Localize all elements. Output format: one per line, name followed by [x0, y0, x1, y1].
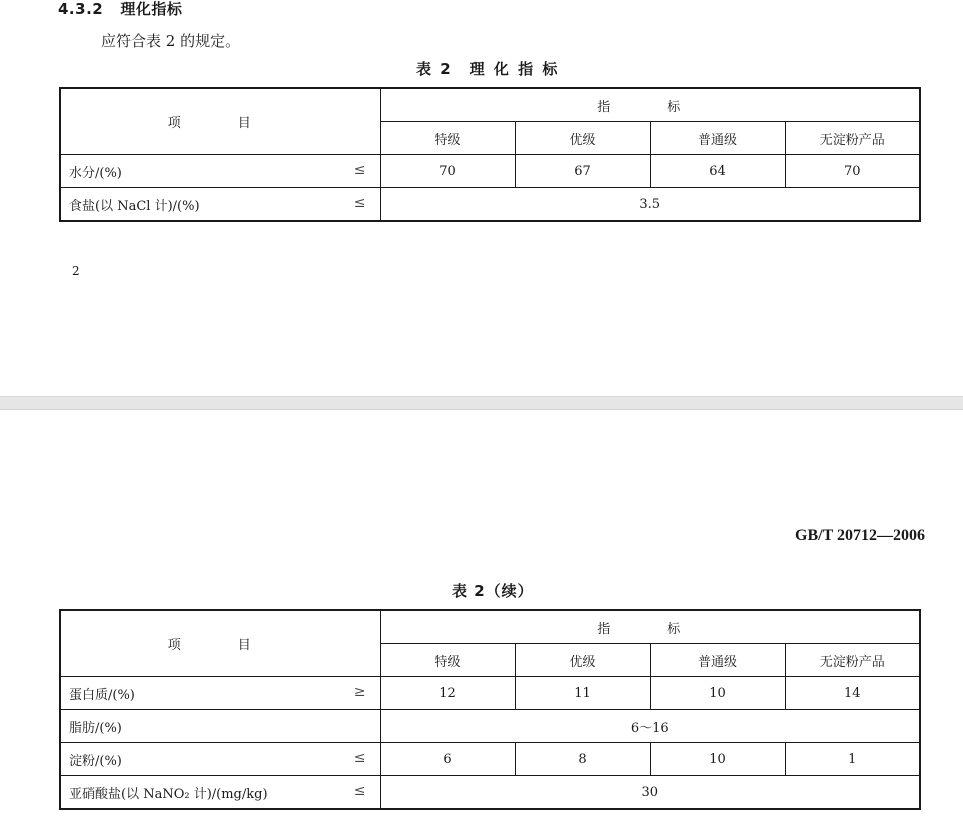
standard-code: GB/T 20712—2006	[795, 527, 925, 544]
table-header-row	[60, 610, 920, 644]
grade-header: 普通级	[650, 122, 785, 155]
table-row	[60, 677, 920, 710]
header-item-cell: 项 目	[60, 88, 380, 155]
value-cell: 6	[380, 743, 515, 776]
table-row	[60, 710, 920, 743]
value-cell: 70	[380, 155, 515, 188]
value-cell: 64	[650, 155, 785, 188]
comparison-symbol: ≥	[353, 683, 366, 700]
spec-table-1	[59, 87, 921, 222]
table-row	[60, 188, 920, 222]
value-cell: 12	[380, 677, 515, 710]
item-cell	[60, 677, 380, 710]
grade-header: 优级	[515, 122, 650, 155]
item-label: 亚硝酸盐(以 NaNO₂ 计)/(mg/kg)	[69, 786, 268, 802]
value-cell: 8	[515, 743, 650, 776]
grade-header: 特级	[380, 122, 515, 155]
merged-value-cell: 3.5	[380, 188, 920, 222]
page-number: 2	[72, 264, 80, 278]
item-label: 水分/(%)	[69, 165, 122, 181]
item-label: 脂肪/(%)	[69, 720, 122, 736]
table-caption: 表 2（续）	[452, 582, 534, 600]
item-cell	[60, 188, 380, 222]
grade-header: 特级	[380, 644, 515, 677]
item-cell	[60, 776, 380, 810]
item-label: 蛋白质/(%)	[69, 687, 135, 703]
value-cell: 10	[650, 677, 785, 710]
comparison-symbol: ≤	[353, 194, 366, 211]
clause-body: 应符合表 2 的规定。	[101, 32, 241, 50]
table-header-row	[60, 88, 920, 122]
value-cell: 67	[515, 155, 650, 188]
header-item-cell: 项 目	[60, 610, 380, 677]
clause-title: 理化指标	[120, 0, 183, 18]
item-cell	[60, 710, 380, 743]
spec-table-2	[59, 609, 921, 810]
item-cell	[60, 743, 380, 776]
value-cell: 11	[515, 677, 650, 710]
value-cell: 1	[785, 743, 920, 776]
table-row	[60, 155, 920, 188]
comparison-symbol: ≤	[353, 161, 366, 178]
grade-header: 无淀粉产品	[785, 122, 920, 155]
table-row	[60, 776, 920, 810]
merged-value-cell: 6～16	[380, 710, 920, 743]
clause-number: 4.3.2	[58, 0, 104, 18]
clause-heading	[58, 0, 182, 19]
table-row	[60, 743, 920, 776]
value-cell: 10	[650, 743, 785, 776]
item-label: 淀粉/(%)	[69, 753, 122, 769]
merged-value-cell: 30	[380, 776, 920, 810]
comparison-symbol: ≤	[353, 749, 366, 766]
item-cell	[60, 155, 380, 188]
table-caption: 表 2 理 化 指 标	[416, 60, 560, 78]
grade-header: 普通级	[650, 644, 785, 677]
value-cell: 70	[785, 155, 920, 188]
grade-header: 优级	[515, 644, 650, 677]
header-index-cell: 指 标	[380, 88, 920, 122]
page-separator	[0, 396, 963, 410]
value-cell: 14	[785, 677, 920, 710]
header-index-cell: 指 标	[380, 610, 920, 644]
comparison-symbol: ≤	[353, 782, 366, 799]
grade-header: 无淀粉产品	[785, 644, 920, 677]
item-label: 食盐(以 NaCl 计)/(%)	[69, 198, 200, 214]
